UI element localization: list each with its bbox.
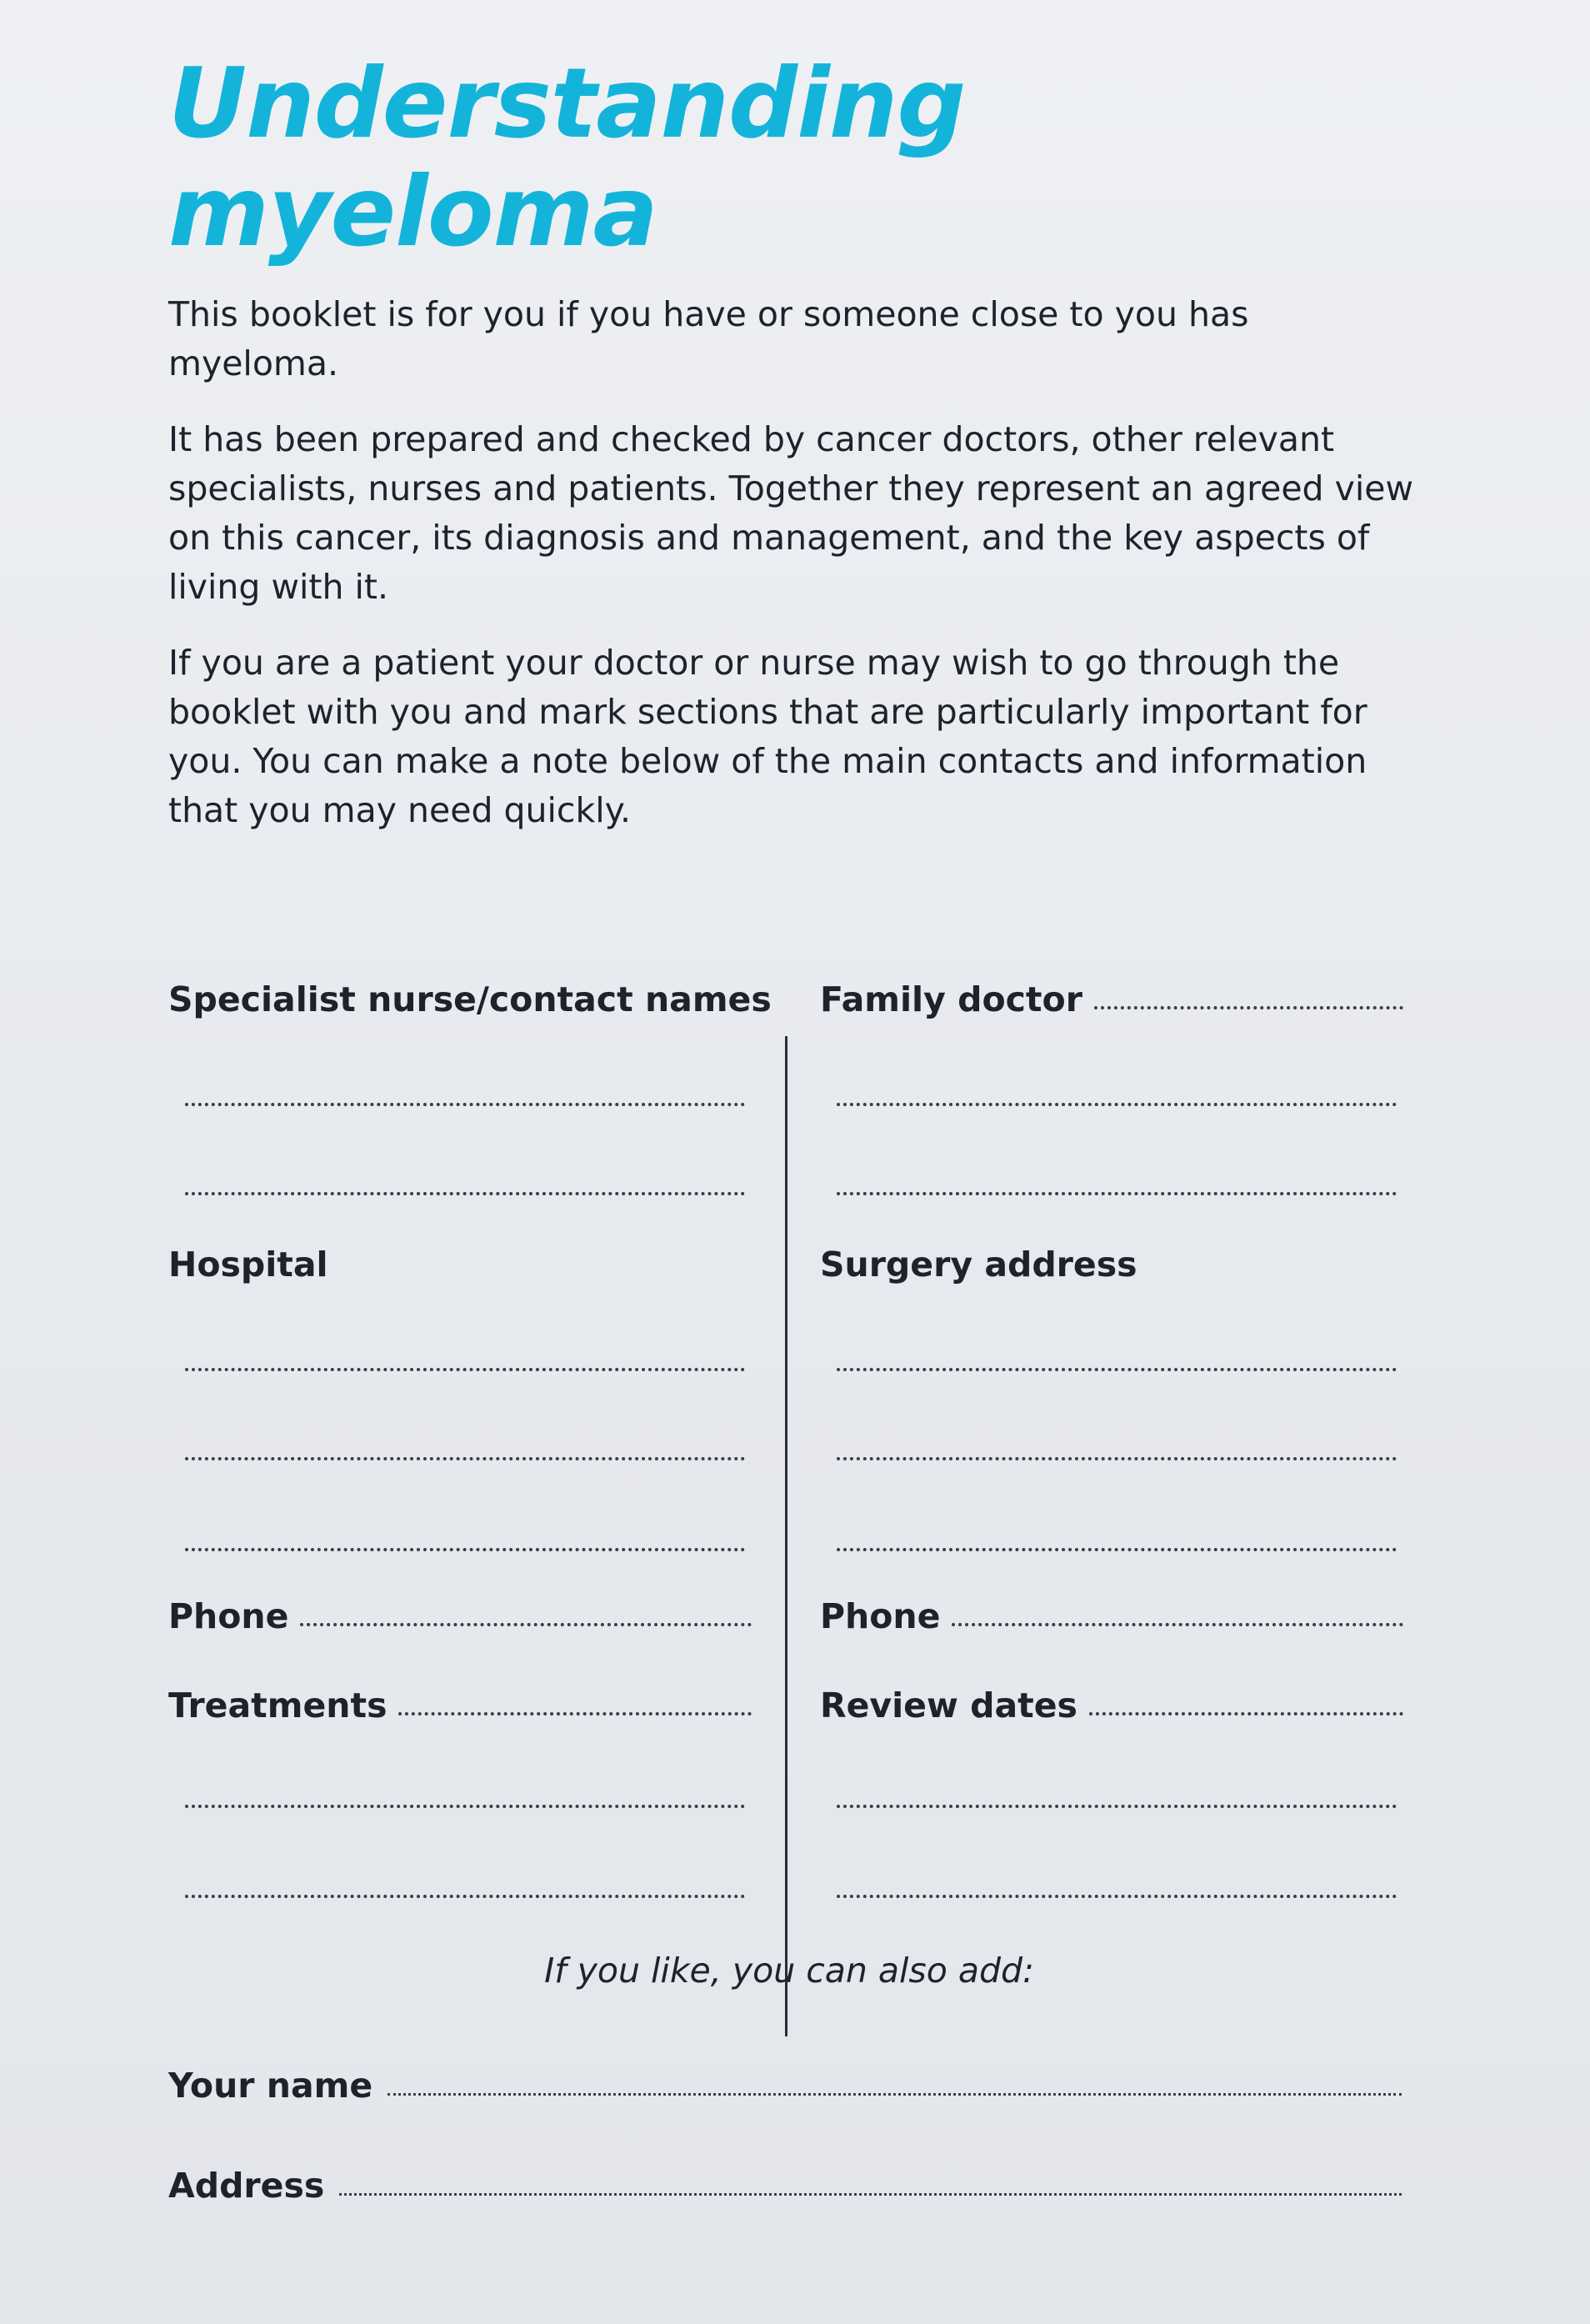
review-dates-field[interactable] [820,1685,1403,1725]
hospital-line-2[interactable] [185,1457,745,1460]
family-doctor-field[interactable] [820,979,1403,1019]
intro-text [168,290,1418,835]
intro-paragraph-1: This booklet is for you if you have or someone close to you has myeloma. [168,294,1249,383]
treatments-field[interactable] [168,1685,752,1725]
hospital-line-1[interactable] [185,1368,745,1371]
specialist-line-2[interactable] [185,1192,745,1195]
review-dates-leader [1089,1712,1403,1715]
treatments-line-1[interactable] [185,1805,745,1808]
right-phone-field[interactable] [820,1596,1403,1636]
specialist-label: Specialist nurse/contact names [168,979,772,1019]
left-phone-label: Phone [168,1596,289,1636]
contact-form [168,979,1402,2206]
surgery-address-field[interactable] [820,1245,1403,1285]
intro-paragraph-2: It has been prepared and checked by cancer doctors, other relevant specialists, nurses and patients. Together they represent an agreed view on this cancer, its diagnosis and management, and the key aspects of living with it. [168,419,1414,607]
family-doctor-label: Family doctor [820,979,1082,1019]
your-name-label: Your name [168,2066,373,2106]
right-phone-leader [952,1623,1403,1626]
surgery-address-label: Surgery address [820,1245,1138,1285]
review-dates-label: Review dates [820,1685,1078,1725]
surgery-address-line-1[interactable] [837,1368,1397,1371]
surgery-address-line-3[interactable] [837,1548,1397,1551]
treatments-line-2[interactable] [185,1895,745,1898]
your-name-field[interactable] [168,2066,1402,2106]
hospital-field[interactable] [168,1245,752,1285]
left-phone-leader [300,1623,752,1626]
surgery-address-line-2[interactable] [837,1457,1397,1460]
your-name-leader [388,2093,1402,2096]
intro-section [168,50,1418,835]
right-phone-label: Phone [820,1596,941,1636]
treatments-label: Treatments [168,1685,388,1725]
review-dates-line-2[interactable] [837,1895,1397,1898]
optional-note: If you like, you can also add: [544,1951,1034,1991]
address-leader [339,2193,1402,2196]
title-line-2: myeloma [168,156,658,268]
review-dates-line-1[interactable] [837,1805,1397,1808]
family-doctor-line-2[interactable] [837,1192,1397,1195]
hospital-line-3[interactable] [185,1548,745,1551]
treatments-leader [398,1712,752,1715]
left-phone-field[interactable] [168,1596,752,1636]
specialist-line-1[interactable] [185,1103,745,1106]
intro-paragraph-3: If you are a patient your doctor or nurse may wish to go through the booklet with you and mark sections that are particularly important for you. You can make a note below of the main contacts and information that you may need quickly. [168,643,1368,830]
title-line-1: Understanding [168,48,966,160]
column-divider [785,1036,788,2036]
hospital-label: Hospital [168,1245,328,1285]
page-title [168,50,1418,267]
address-field[interactable] [168,2166,1402,2206]
family-doctor-line-1[interactable] [837,1103,1397,1106]
family-doctor-leader [1094,1006,1403,1009]
specialist-field[interactable] [168,979,772,1019]
address-label: Address [168,2166,325,2206]
